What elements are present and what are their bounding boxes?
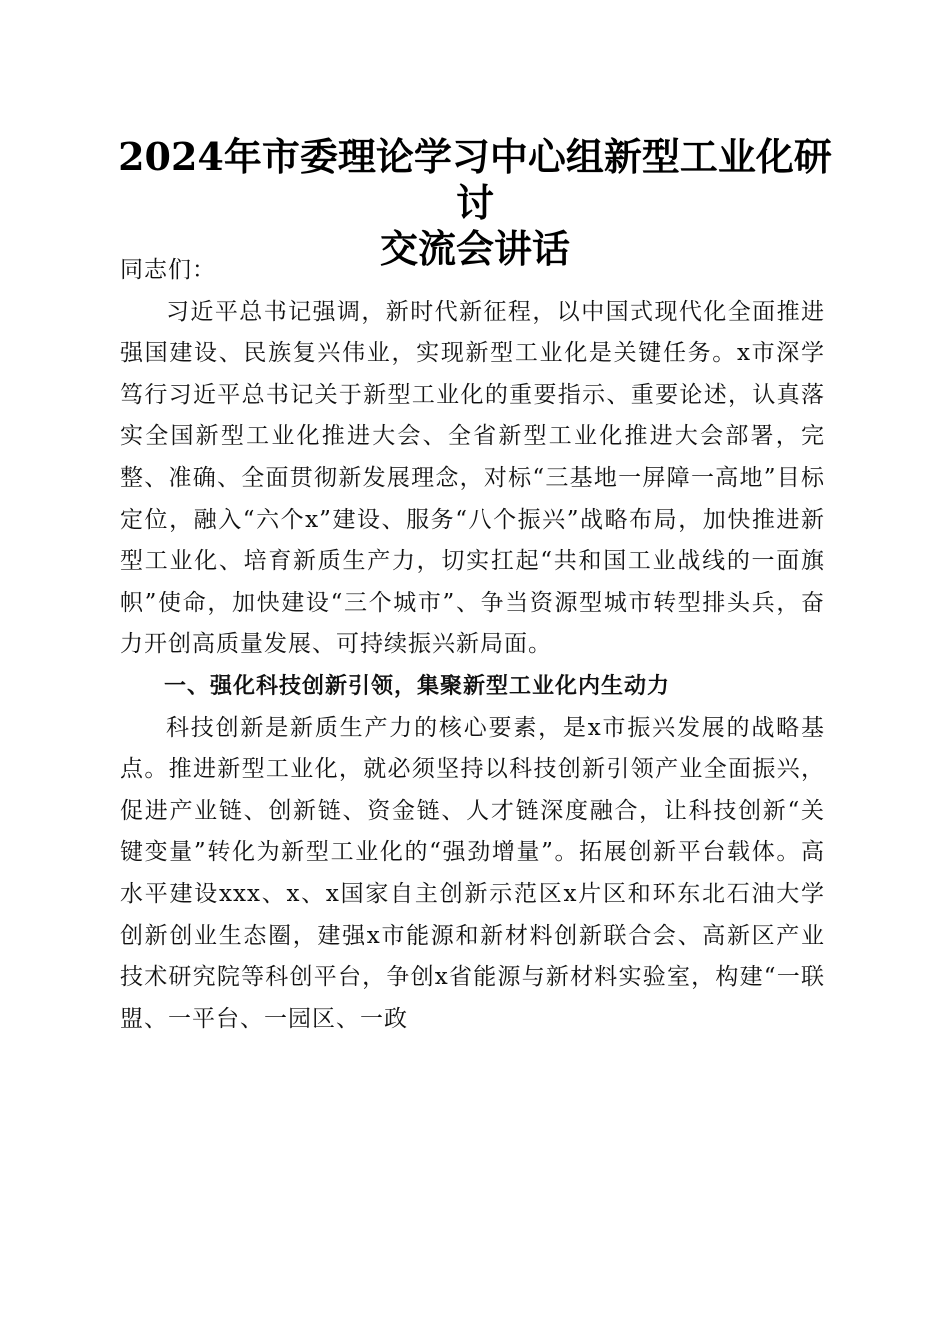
document-body	[120, 250, 825, 1040]
title-line-1: 2024年市委理论学习中心组新型工业化研讨	[118, 134, 832, 225]
section-1-paragraph: 科技创新是新质生产力的核心要素，是x市振兴发展的战略基点。推进新型工业化，就必须坚持以科技创新引领产业全面振兴，促进产业链、创新链、资金链、人才链深度融合，让科技创新“关键变量”转化为新型工业化的“强劲增量”。拓展创新平台载体。高水平建设xxx、x、x国家自主创新示范区x片区和环东北石油大学创新创业生态圈，建强x市能源和新材料创新联合会、高新区产业技术研究院等科创平台，争创x省能源与新材料实验室，构建“一联盟、一平台、一园区、一政	[120, 714, 825, 1032]
salutation: 同志们：	[120, 257, 216, 283]
intro-paragraph: 习近平总书记强调，新时代新征程，以中国式现代化全面推进强国建设、民族复兴伟业，实现新型工业化是关键任务。x市深学笃行习近平总书记关于新型工业化的重要指示、重要论述，认真落实全国新型工业化推进大会、全省新型工业化推进大会部署，完整、准确、全面贯彻新发展理念，对标“三基地一屏障一高地”目标定位，融入“六个x”建设、服务“八个振兴”战略布局，加快推进新型工业化、培育新质生产力，切实扛起“共和国工业战线的一面旗帜”使命，加快建设“三个城市”、争当资源型城市转型排头兵，奋力开创高质量发展、可持续振兴新局面。	[120, 298, 825, 658]
title-line-2: 交流会讲话	[379, 226, 570, 271]
section-1-heading: 一、强化科技创新引领，集聚新型工业化内生动力	[164, 673, 671, 699]
